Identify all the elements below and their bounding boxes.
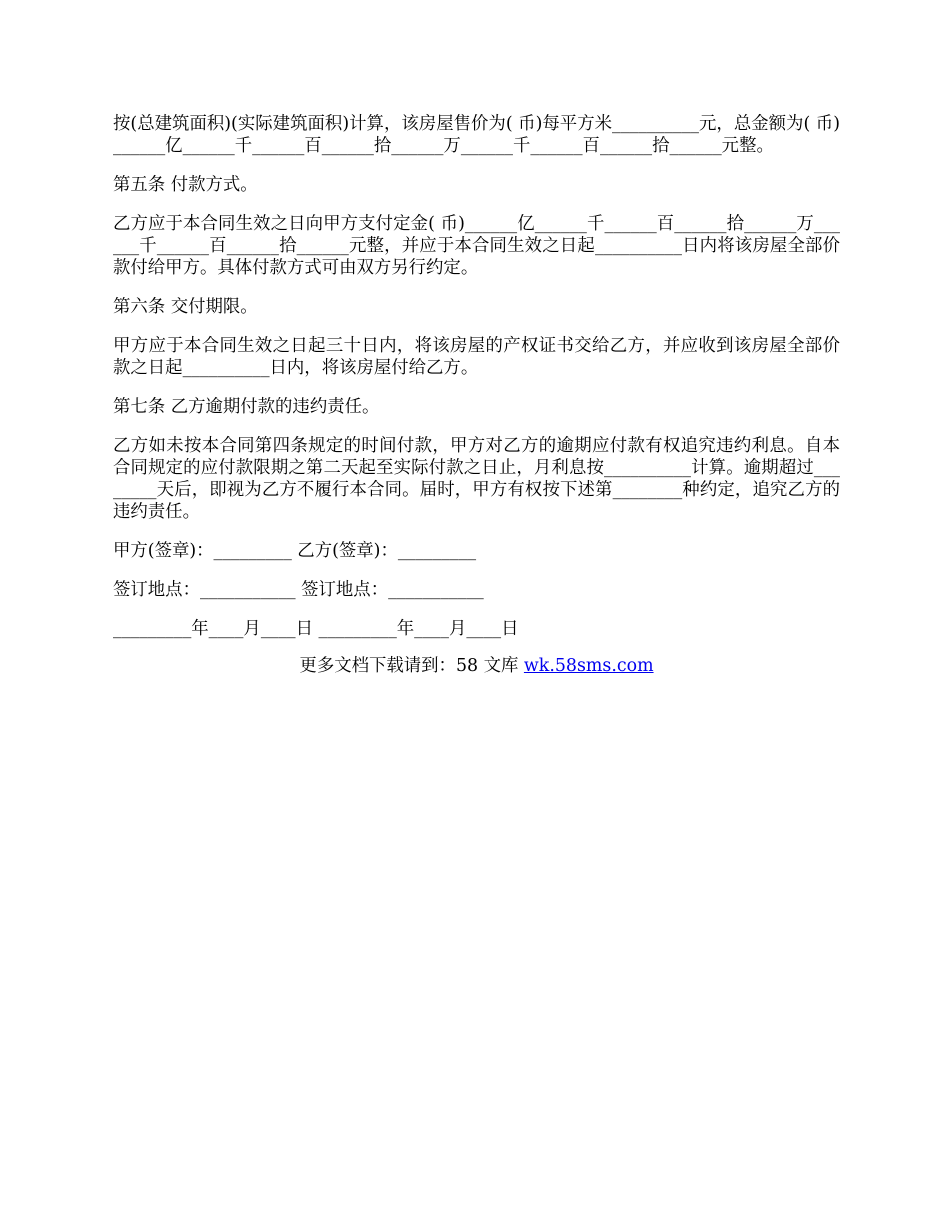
date-line: _________年____月____日 _________年____月____日 <box>113 619 519 639</box>
payment-method-paragraph: 乙方应于本合同生效之日向甲方支付定金( 币)______亿______千______百______拾______万______千______百______拾______元整，并应于本合同生效之日起__________日内将该房屋全部价款付给甲方。具体付款方式可由双方另行约定。 <box>113 214 840 278</box>
footer-text: 更多文档下载请到：58 文库 <box>299 656 524 676</box>
price-clause-paragraph: 按(总建筑面积)(实际建筑面积)计算，该房屋售价为( 币)每平方米__________元，总金额为( 币)______亿______千______百______拾______万______千______百______拾______元整。 <box>113 114 840 156</box>
delivery-term-paragraph: 甲方应于本合同生效之日起三十日内，将该房屋的产权证书交给乙方，并应收到该房屋全部价款之日起__________日内，将该房屋付给乙方。 <box>113 336 840 378</box>
footer <box>113 655 840 677</box>
article-5-heading: 第五条 付款方式。 <box>113 175 258 195</box>
signing-place-line: 签订地点：___________ 签订地点：___________ <box>113 580 484 600</box>
article-6-heading: 第六条 交付期限。 <box>113 297 258 317</box>
document-page <box>113 113 840 677</box>
article-7-heading: 第七条 乙方逾期付款的违约责任。 <box>113 397 380 417</box>
late-payment-paragraph: 乙方如未按本合同第四条规定的时间付款，甲方对乙方的逾期应付款有权追究违约利息。自本合同规定的应付款限期之第二天起至实际付款之日止，月利息按__________计算。逾期超过________天后，即视为乙方不履行本合同。届时，甲方有权按下述第________种约定，追究乙方的违约责任。 <box>113 436 840 522</box>
footer-link[interactable]: wk.58sms.com <box>523 656 654 676</box>
signature-line: 甲方(签章)：_________ 乙方(签章)：_________ <box>113 541 477 561</box>
